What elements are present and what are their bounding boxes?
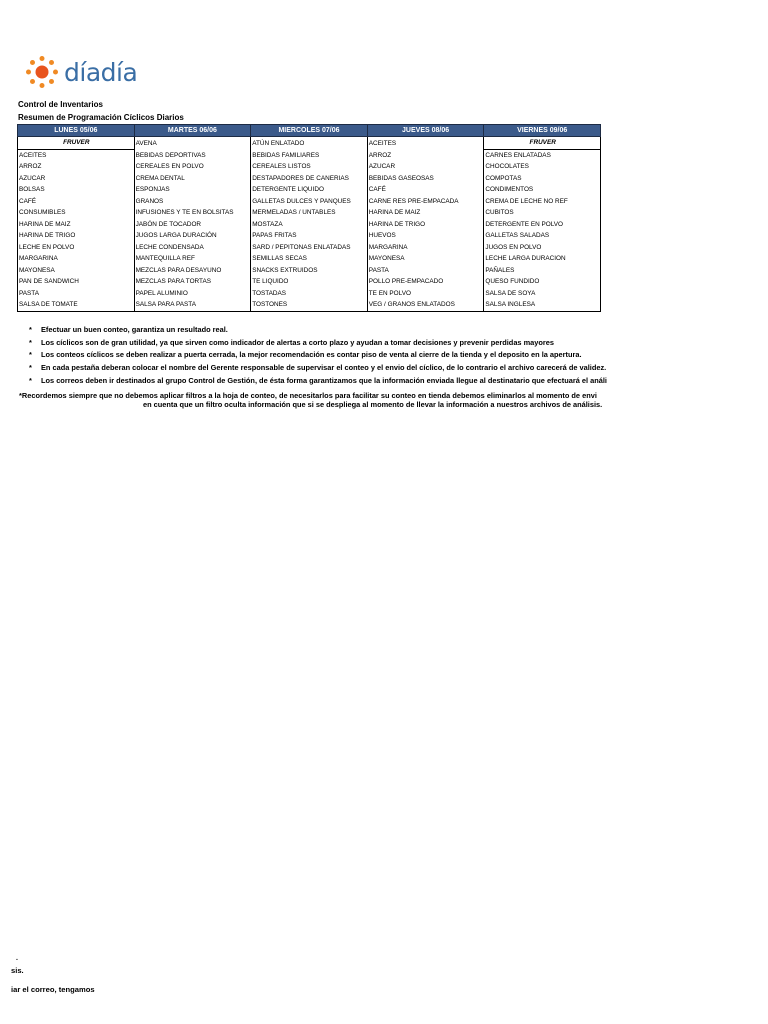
table-cell: CEREALES EN POLVO (134, 161, 251, 173)
table-cell: HARINA DE MAIZ (18, 219, 135, 231)
bullet: * (29, 350, 32, 360)
table-cell: QUESO FUNDIDO (484, 276, 601, 288)
filter-reminder-text1: Recordemos siempre que no debemos aplicar filtros a la hoja de conteo, de necesitarlos para facilitar su conteo en tienda debemos eliminarlos al momento de envi (21, 391, 597, 400)
bullet: * (19, 391, 22, 400)
table-cell: PAN DE SANDWICH (18, 276, 135, 288)
bullet: * (29, 375, 32, 385)
table-cell: MANTEQUILLA REF (134, 253, 251, 265)
table-row (18, 299, 601, 311)
table-cell: AZUCAR (18, 173, 135, 185)
table-cell: SALSA DE SOYA (484, 288, 601, 300)
table-row (18, 242, 601, 254)
table-cell: ARROZ (18, 161, 135, 173)
table-cell: ACEITES (18, 149, 135, 161)
filter-reminder-line1 (19, 391, 725, 400)
table-cell: VEG / GRANOS ENLATADOS (367, 299, 484, 311)
table-cell: CARNES ENLATADAS (484, 149, 601, 161)
day-header: JUEVES 08/06 (367, 125, 484, 137)
page-title: Control de Inventarios (18, 100, 103, 109)
table-row (18, 184, 601, 196)
table-cell: JABÓN DE TOCADOR (134, 219, 251, 231)
table-cell: DETERGENTE LIQUIDO (251, 184, 368, 196)
bullet: * (29, 337, 32, 347)
table-cell: BEBIDAS DEPORTIVAS (134, 149, 251, 161)
table-cell: CEREALES LISTOS (251, 161, 368, 173)
sun-logo-icon (24, 54, 60, 90)
table-row (18, 253, 601, 265)
table-row (18, 137, 601, 150)
schedule-table (17, 124, 601, 312)
note-text: Los cíclicos son de gran utilidad, ya que sirven como indicador de alertas a corto plazo y ayudan a tomar decisiones y prevenir perdidas mayores (41, 337, 554, 347)
table-cell: MAYONESA (367, 253, 484, 265)
table-row (18, 149, 601, 161)
table-cell: DETERGENTE EN POLVO (484, 219, 601, 231)
note-item (29, 338, 729, 351)
table-cell: HARINA DE TRIGO (18, 230, 135, 242)
table-cell: SALSA DE TOMATE (18, 299, 135, 311)
table-row (18, 161, 601, 173)
table-cell: HARINA DE TRIGO (367, 219, 484, 231)
day-header: MARTES 06/06 (134, 125, 251, 137)
table-cell: MOSTAZA (251, 219, 368, 231)
table-row (18, 288, 601, 300)
table-row (18, 265, 601, 277)
page-subtitle: Resumen de Programación Cíclicos Diarios (18, 113, 184, 122)
note-item (29, 376, 729, 389)
overflow-fragment-dot: . (16, 955, 18, 962)
table-cell: AVENA (134, 137, 251, 150)
table-cell: BEBIDAS GASEOSAS (367, 173, 484, 185)
table-cell: CUBITOS (484, 207, 601, 219)
filter-reminder (19, 391, 725, 409)
bullet: * (29, 325, 32, 334)
day-header: MIERCOLES 07/06 (251, 125, 368, 137)
table-cell: ESPONJAS (134, 184, 251, 196)
note-item (29, 363, 729, 376)
table-cell: HARINA DE MAIZ (367, 207, 484, 219)
table-cell: JUGOS LARGA DURACIÓN (134, 230, 251, 242)
table-cell: DESTAPADORES DE CANERIAS (251, 173, 368, 185)
table-cell: PAÑALES (484, 265, 601, 277)
note-item (29, 325, 729, 338)
table-cell: PASTA (18, 288, 135, 300)
table-row (18, 230, 601, 242)
table-cell: MEZCLAS PARA DESAYUNO (134, 265, 251, 277)
table-cell: MAYONESA (18, 265, 135, 277)
table-cell: BEBIDAS FAMILIARES (251, 149, 368, 161)
table-cell: CREMA DENTAL (134, 173, 251, 185)
table-cell: PASTA (367, 265, 484, 277)
table-cell: CHOCOLATES (484, 161, 601, 173)
table-row (18, 173, 601, 185)
table-cell: BOLSAS (18, 184, 135, 196)
table-cell: CARNE RES PRE-EMPACADA (367, 196, 484, 208)
table-cell: LECHE EN POLVO (18, 242, 135, 254)
table-cell: MERMELADAS / UNTABLES (251, 207, 368, 219)
table-cell: PAPEL ALUMINIO (134, 288, 251, 300)
logo-wordmark: díadía (64, 57, 138, 87)
fruver-label: FRUVER (18, 137, 135, 150)
table-cell: CONSUMIBLES (18, 207, 135, 219)
table-cell: JUGOS EN POLVO (484, 242, 601, 254)
note-text: Los correos deben ir destinados al grupo Control de Gestión, de ésta forma garantizamos que la información enviada llegue al destinatario que efectuará el análi (41, 375, 607, 385)
table-cell: MARGARINA (18, 253, 135, 265)
table-cell: HUEVOS (367, 230, 484, 242)
table-cell: SALSA INGLESA (484, 299, 601, 311)
filter-reminder-line2: en cuenta que un filtro oculta información que si se despliega al momento de llevar la información a nuestros archivos de análisis. (143, 400, 603, 409)
note-text: En cada pestaña deberan colocar el nombre del Gerente responsable de supervisar el conteo y el envio del cíclico, de lo contrario el archivo carecerá de validez. (41, 363, 607, 373)
table-cell: TE LIQUIDO (251, 276, 368, 288)
notes-list (29, 325, 729, 388)
day-header: LUNES 05/06 (18, 125, 135, 137)
table-cell: CONDIMENTOS (484, 184, 601, 196)
table-cell: TOSTONES (251, 299, 368, 311)
table-row (18, 196, 601, 208)
diadia-logo (24, 54, 137, 90)
table-cell: INFUSIONES Y TE EN BOLSITAS (134, 207, 251, 219)
fruver-label: FRUVER (484, 137, 601, 150)
day-header: VIERNES 09/06 (484, 125, 601, 137)
bullet: * (29, 363, 32, 373)
table-cell: SEMILLAS SECAS (251, 253, 368, 265)
note-text: Efectuar un buen conteo, garantiza un resultado real. (41, 325, 228, 334)
table-cell: ARROZ (367, 149, 484, 161)
table-cell: TE EN POLVO (367, 288, 484, 300)
overflow-fragment-2: iar el correo, tengamos (11, 985, 95, 994)
table-cell: TOSTADAS (251, 288, 368, 300)
table-cell: LECHE LARGA DURACION (484, 253, 601, 265)
schedule-header-row (18, 125, 601, 137)
table-cell: GALLETAS SALADAS (484, 230, 601, 242)
table-row (18, 219, 601, 231)
table-cell: CAFÉ (18, 196, 135, 208)
table-cell: ATÚN ENLATADO (251, 137, 368, 150)
table-cell: CAFÉ (367, 184, 484, 196)
overflow-fragment-1: sis. (11, 966, 24, 975)
table-cell: MEZCLAS PARA TORTAS (134, 276, 251, 288)
note-item (29, 350, 729, 363)
table-cell: MARGARINA (367, 242, 484, 254)
table-cell: GALLETAS DULCES Y PANQUES (251, 196, 368, 208)
table-cell: PAPAS FRITAS (251, 230, 368, 242)
table-cell: AZUCAR (367, 161, 484, 173)
table-cell: LECHE CONDENSADA (134, 242, 251, 254)
table-cell: GRANOS (134, 196, 251, 208)
table-cell: SNACKS EXTRUIDOS (251, 265, 368, 277)
note-text: Los conteos cíclicos se deben realizar a puerta cerrada, la mejor recomendación es contar piso de venta al cierre de la tienda y el deposito en la apertura. (41, 350, 582, 360)
table-cell: SARD / PEPITONAS ENLATADAS (251, 242, 368, 254)
table-cell: CREMA DE LECHE NO REF (484, 196, 601, 208)
table-cell: COMPOTAS (484, 173, 601, 185)
table-row (18, 276, 601, 288)
schedule-body (18, 137, 601, 312)
table-cell: POLLO PRE-EMPACADO (367, 276, 484, 288)
table-cell: ACEITES (367, 137, 484, 150)
table-row (18, 207, 601, 219)
table-cell: SALSA PARA PASTA (134, 299, 251, 311)
